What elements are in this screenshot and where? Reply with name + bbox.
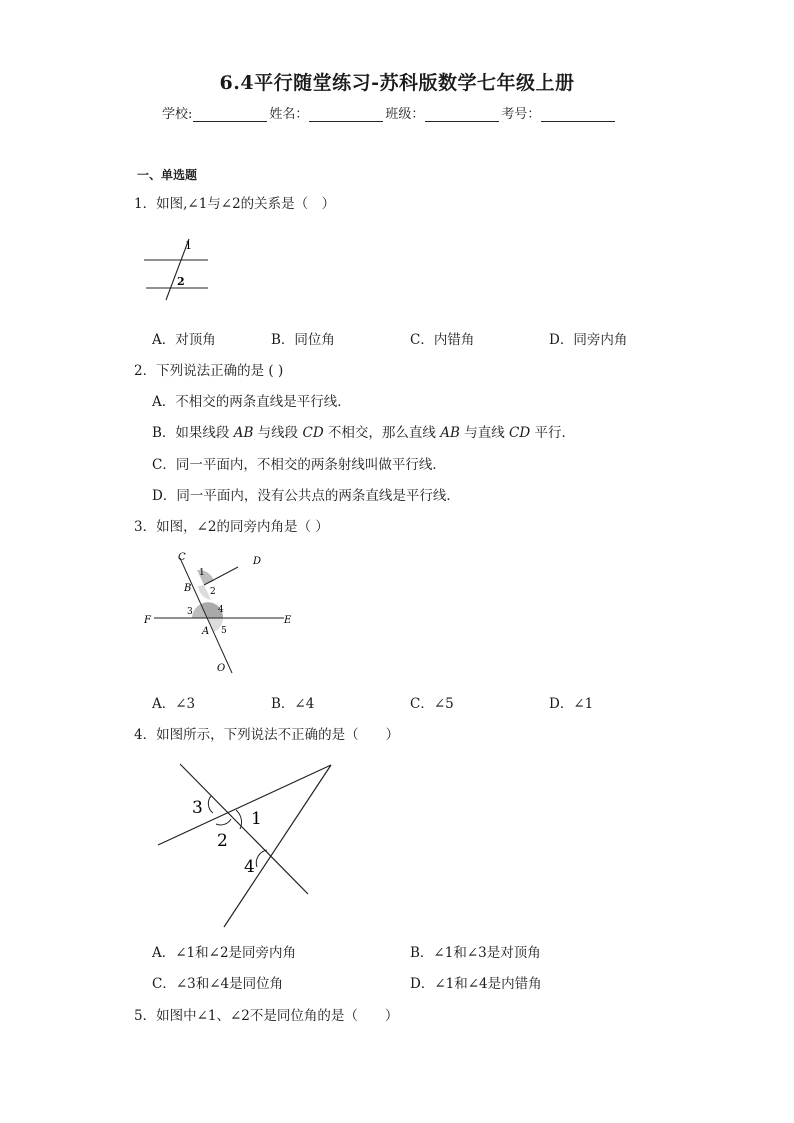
q4-arc-3 xyxy=(208,796,213,813)
q2-statement-d[interactable]: D．同一平面内，没有公共点的两条直线是平行线． xyxy=(152,488,460,504)
q3-label-f: F xyxy=(144,615,151,626)
q3-angle-label-4: 4 xyxy=(218,605,224,615)
q3-angle-label-5: 5 xyxy=(221,626,227,636)
exam-no-field[interactable] xyxy=(541,107,615,122)
question-1-figure xyxy=(140,236,212,302)
q3-angle-label-1: 1 xyxy=(199,568,205,578)
q2-statement-b[interactable] xyxy=(152,421,575,441)
section-heading: 一、单选题 xyxy=(137,168,198,182)
page-title: 6.4平行随堂练习-苏科版数学七年级上册 xyxy=(219,72,575,94)
q3-angle-label-3: 3 xyxy=(187,607,193,617)
q1-angle-label-1: 1 xyxy=(185,239,192,252)
name-label: 姓名： xyxy=(269,107,309,122)
question-4-figure xyxy=(150,758,340,930)
exam-no-label: 考号： xyxy=(501,107,541,122)
q4-option-d[interactable]: D．∠1和∠4是内错角 xyxy=(410,976,542,992)
question-3-figure xyxy=(140,548,300,676)
school-field[interactable] xyxy=(193,107,267,122)
class-label: 班级： xyxy=(385,107,425,122)
q4-angle-label-1: 1 xyxy=(251,809,262,829)
question-3-stem: 3．如图，∠2的同旁内角是（ ） xyxy=(134,519,329,535)
q3-option-c[interactable]: C．∠5 xyxy=(410,696,454,712)
question-4-stem: 4．如图所示，下列说法不正确的是（ ） xyxy=(134,727,400,743)
q4-option-a[interactable]: A．∠1和∠2是同旁内角 xyxy=(152,945,297,961)
q1-angle-label-2: 2 xyxy=(177,275,185,288)
student-info-row xyxy=(162,103,617,122)
q4-angle-label-3: 3 xyxy=(192,798,203,818)
name-field[interactable] xyxy=(309,107,383,122)
school-label: 学校: xyxy=(162,107,193,122)
q2-b-pre: B．如果线段 xyxy=(152,425,234,441)
q4-arc-1 xyxy=(236,810,242,829)
q3-label-e: E xyxy=(284,615,292,626)
question-1-stem: 1．如图,∠1与∠2的关系是（ ） xyxy=(134,196,336,212)
q3-label-a: A xyxy=(202,626,210,637)
q3-label-o: O xyxy=(217,663,226,674)
q1-option-d[interactable]: D．同旁内角 xyxy=(549,332,628,348)
q1-option-c[interactable]: C．内错角 xyxy=(410,332,475,348)
question-2-stem: 2．下列说法正确的是 ( ) xyxy=(134,363,284,379)
q2-b-mid1: 与线段 xyxy=(253,425,303,441)
q4-angle-label-4: 4 xyxy=(244,857,255,877)
q2-b-seg-cd: CD xyxy=(302,425,324,441)
question-5-stem: 5．如图中∠1、∠2不是同位角的是（ ） xyxy=(134,1008,399,1024)
q2-b-end: 平行． xyxy=(530,425,575,441)
q3-label-b: B xyxy=(184,583,192,594)
q4-arc-2 xyxy=(216,819,231,825)
q2-b-line-cd: CD xyxy=(509,425,531,441)
q3-angle-label-2: 2 xyxy=(210,587,216,597)
class-field[interactable] xyxy=(425,107,499,122)
q4-angle-label-2: 2 xyxy=(217,831,228,851)
q2-b-mid2: 不相交，那么直线 xyxy=(323,425,441,441)
q3-option-d[interactable]: D．∠1 xyxy=(549,696,594,712)
q4-option-c[interactable]: C．∠3和∠4是同位角 xyxy=(152,976,284,992)
q2-b-mid3: 与直线 xyxy=(459,425,509,441)
q3-option-a[interactable]: A．∠3 xyxy=(152,696,196,712)
q3-option-b[interactable]: B．∠4 xyxy=(271,696,315,712)
q4-option-b[interactable]: B．∠1和∠3是对顶角 xyxy=(410,945,541,961)
q2-statement-c[interactable]: C．同一平面内，不相交的两条射线叫做平行线． xyxy=(152,457,446,473)
q1-option-b[interactable]: B．同位角 xyxy=(271,332,335,348)
q2-b-line-ab: AB xyxy=(440,425,460,441)
q3-label-c: C xyxy=(178,552,186,563)
q2-b-seg-ab: AB xyxy=(233,425,254,441)
q1-option-a[interactable]: A．对顶角 xyxy=(152,332,216,348)
q2-statement-a[interactable]: A．不相交的两条直线是平行线． xyxy=(152,394,351,410)
q3-label-d: D xyxy=(253,556,262,567)
